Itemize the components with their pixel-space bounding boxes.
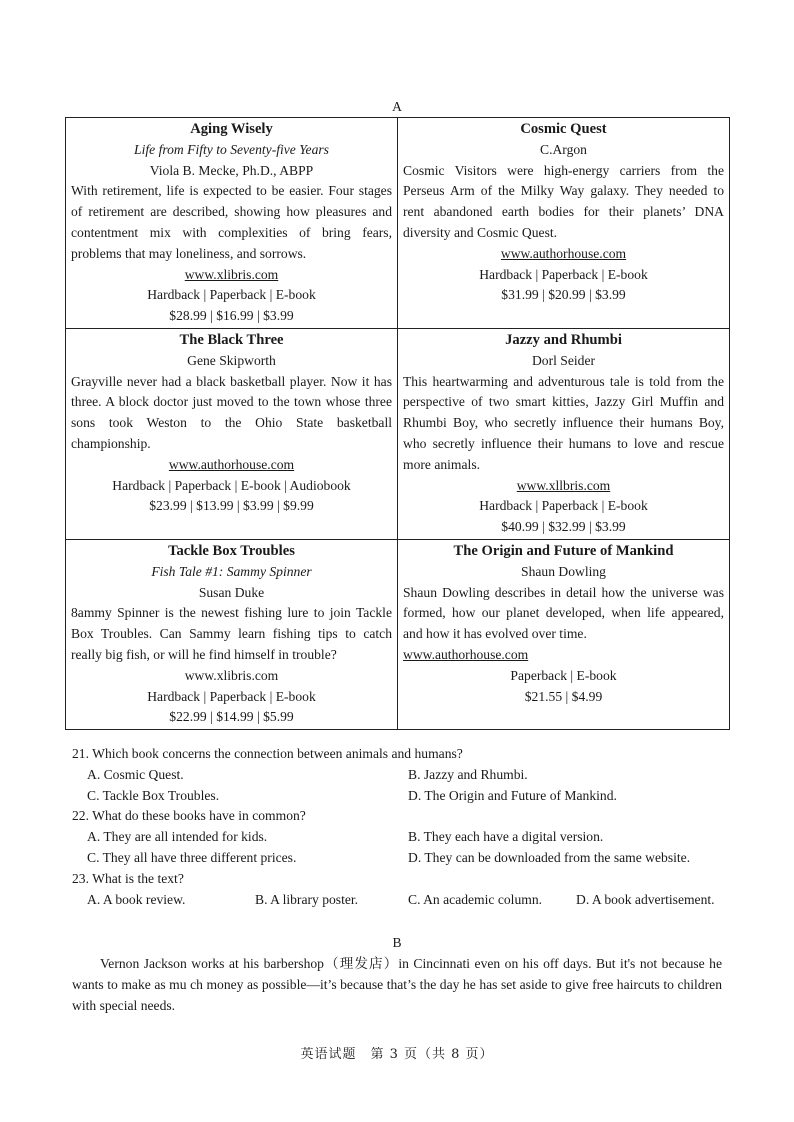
- book-website-link[interactable]: www.authorhouse.com: [403, 646, 529, 662]
- book-formats: Hardback | Paperback | E-book: [147, 287, 316, 303]
- book-prices: $40.99 | $32.99 | $3.99: [501, 519, 626, 535]
- book-formats: Hardback | Paperback | E-book | Audiobook: [112, 477, 351, 493]
- book-cell-origin-mankind: [398, 539, 730, 729]
- book-description: 8ammy Spinner is the newest fishing lure to join Tackle Box Troubles. Can Sammy learn fishing tips to catch really big fish, or will he find himself in trouble?: [71, 605, 392, 662]
- book-website-link[interactable]: www.authorhouse.com: [168, 456, 295, 472]
- book-ads-table: [65, 117, 730, 730]
- book-title: Aging Wisely: [190, 121, 273, 137]
- book-author: Dorl Seider: [531, 352, 596, 368]
- option-a[interactable]: A. A book review.: [87, 891, 186, 907]
- option-b[interactable]: B. A library poster.: [255, 891, 359, 907]
- book-author: Viola B. Mecke, Ph.D., ABPP: [149, 162, 314, 178]
- option-c[interactable]: C. An academic column.: [408, 891, 543, 907]
- book-description: This heartwarming and adventurous tale is told from the perspective of two smart kitties, Jazzy Girl Muffin and Rhumbi Boy, who secretly influence their humans Boy, who secretly influence their humans to love and rescue more animals.: [403, 373, 724, 472]
- book-title: The Black Three: [179, 331, 284, 348]
- book-website-link[interactable]: www.xlibris.com: [184, 667, 279, 683]
- book-author: Shaun Dowling: [521, 563, 606, 579]
- book-formats: Hardback | Paperback | E-book: [479, 498, 648, 514]
- option-d[interactable]: D. A book advertisement.: [576, 891, 715, 907]
- book-cell-aging-wisely: [66, 118, 398, 329]
- option-c[interactable]: C. Tackle Box Troubles.: [87, 787, 220, 803]
- book-prices: $28.99 | $16.99 | $3.99: [169, 308, 294, 324]
- passage-b: Vernon Jackson works at his barbershop（理发店）in Cincinnati even on his off days. But it's not because he wants to make as mu ch money as possible—it’s because that’s the day he has set aside to give free haircuts to children with special needs.: [72, 956, 722, 1013]
- book-subtitle: Life from Fifty to Seventy-five Years: [134, 141, 329, 157]
- option-b[interactable]: B. Jazzy and Rhumbi.: [408, 766, 528, 782]
- question-22: [72, 806, 732, 868]
- book-description: Cosmic Visitors were high-energy carriers from the Perseus Arm of the Milky Way galaxy. They needed to rent abandoned earth bodies for their planets’ DNA diversity and Cosmic Quest.: [403, 162, 724, 240]
- book-formats: Hardback | Paperback | E-book: [147, 688, 316, 704]
- book-prices: $22.99 | $14.99 | $5.99: [169, 709, 294, 725]
- book-description: Shaun Dowling describes in detail how the universe was formed, how our planet developed, when life appeared, and how it has evolved over time.: [403, 584, 724, 642]
- book-website-link[interactable]: www.authorhouse.com: [500, 245, 627, 261]
- book-title: The Origin and Future of Mankind: [453, 542, 674, 559]
- book-title: Jazzy and Rhumbi: [505, 331, 622, 348]
- option-d[interactable]: D. They can be downloaded from the same website.: [408, 849, 691, 865]
- option-b[interactable]: B. They each have a digital version.: [408, 829, 604, 845]
- section-b-label: B: [392, 935, 402, 950]
- book-cell-jazzy-rhumbi: [398, 328, 730, 539]
- book-website-link[interactable]: www.xlibris.com: [184, 266, 279, 282]
- question-stem: 22. What do these books have in common?: [72, 808, 306, 824]
- book-description: Grayville never had a black basketball player. Now it has three. A block doctor just moved to the town whose three sons took Weston to the Ohio State basketball championship.: [71, 373, 392, 451]
- question-list: [72, 744, 732, 910]
- option-c[interactable]: C. They all have three different prices.: [87, 849, 297, 865]
- book-author: C.Argon: [540, 141, 587, 157]
- book-prices: $31.99 | $20.99 | $3.99: [501, 287, 626, 303]
- book-cell-tackle-box: [66, 539, 398, 729]
- page-footer: 英语试题 第 3 页（共 8 页）: [300, 1047, 494, 1062]
- option-a[interactable]: A. They are all intended for kids.: [87, 829, 268, 845]
- book-cell-black-three: [66, 328, 398, 539]
- book-author: Susan Duke: [198, 584, 265, 600]
- option-a[interactable]: A. Cosmic Quest.: [87, 766, 184, 782]
- book-subtitle: Fish Tale #1: Sammy Spinner: [151, 563, 312, 579]
- book-title: Cosmic Quest: [520, 121, 607, 137]
- question-stem: 23. What is the text?: [72, 870, 184, 886]
- section-a-label: A: [392, 99, 402, 114]
- question-23: [72, 869, 732, 911]
- book-website-link[interactable]: www.xllbris.com: [516, 477, 611, 493]
- book-cell-cosmic-quest: [398, 118, 730, 329]
- question-stem: 21. Which book concerns the connection between animals and humans?: [72, 746, 463, 761]
- book-formats: Paperback | E-book: [510, 667, 617, 683]
- book-author: Gene Skipworth: [187, 352, 276, 368]
- book-title: Tackle Box Troubles: [168, 542, 295, 559]
- book-prices: $23.99 | $13.99 | $3.99 | $9.99: [149, 498, 314, 514]
- question-21: [72, 744, 732, 806]
- book-formats: Hardback | Paperback | E-book: [479, 266, 648, 282]
- book-description: With retirement, life is expected to be easier. Four stages of retirement are described, showing how pleasures and contentment mix with complexities of bring fears, problems that may loneliness, and sorrows.: [71, 183, 392, 261]
- book-prices: $21.55 | $4.99: [524, 688, 603, 704]
- option-d[interactable]: D. The Origin and Future of Mankind.: [408, 787, 617, 803]
